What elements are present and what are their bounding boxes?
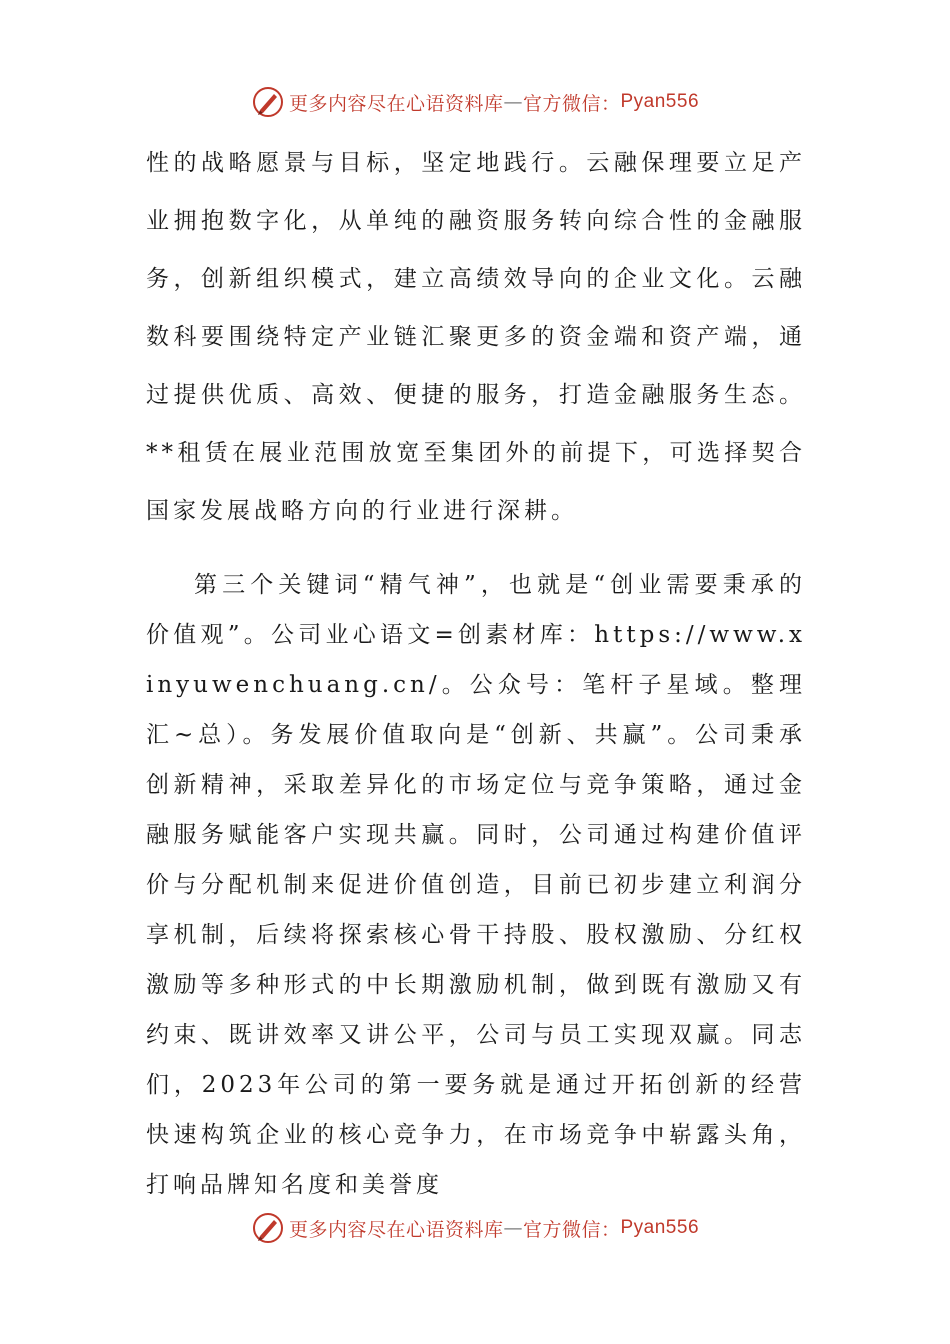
pen-logo-icon [251, 85, 285, 119]
banner-brand: 更多内容尽在心语资料库 [288, 92, 504, 115]
banner-contact: 官方微信： [522, 92, 621, 115]
banner-separator: — [503, 91, 523, 113]
banner-handle: Pyan556 [620, 1217, 700, 1238]
footer-banner [0, 1208, 950, 1248]
banner-brand: 更多内容尽在心语资料库 [288, 1218, 504, 1241]
document-body [146, 134, 806, 1210]
banner-separator: — [503, 1217, 523, 1239]
header-banner [0, 82, 950, 122]
paragraph-1: 性的战略愿景与目标，坚定地践行。云融保理要立足产业拥抱数字化，从单纯的融资服务转向综合性的金融服务，创新组织模式，建立高绩效导向的企业文化。云融数科要围绕特定产业链汇聚更多的资金端和资产端，通过提供优质、高效、便捷的服务，打造金融服务生态。**租赁在展业范围放宽至集团外的前提下，可选择契合国家发展战略方向的行业进行深耕。 [146, 150, 806, 524]
banner-handle: Pyan556 [620, 91, 700, 112]
banner-contact: 官方微信： [522, 1218, 621, 1241]
pen-logo-icon [251, 1211, 285, 1245]
paragraph-2: 第三个关键词“精气神”，也就是“创业需要秉承的价值观”。公司业心语文=创素材库：https://www.xinyuwenchuang.cn/。公众号：笔杆子星域。整理汇~总）。务发展价值取向是“创新、共赢”。公司秉承创新精神，采取差异化的市场定位与竞争策略，通过金融服务赋能客户实现共赢。同时，公司通过构建价值评价与分配机制来促进价值创造，目前已初步建立利润分享机制，后续将探索核心骨干持股、股权激励、分红权激励等多种形式的中长期激励机制，做到既有激励又有约束、既讲效率又讲公平，公司与员工实现双赢。同志们，2023年公司的第一要务就是通过开拓创新的经营快速构筑企业的核心竞争力，在市场竞争中崭露头角，打响品牌知名度和美誉度 [146, 572, 806, 1198]
